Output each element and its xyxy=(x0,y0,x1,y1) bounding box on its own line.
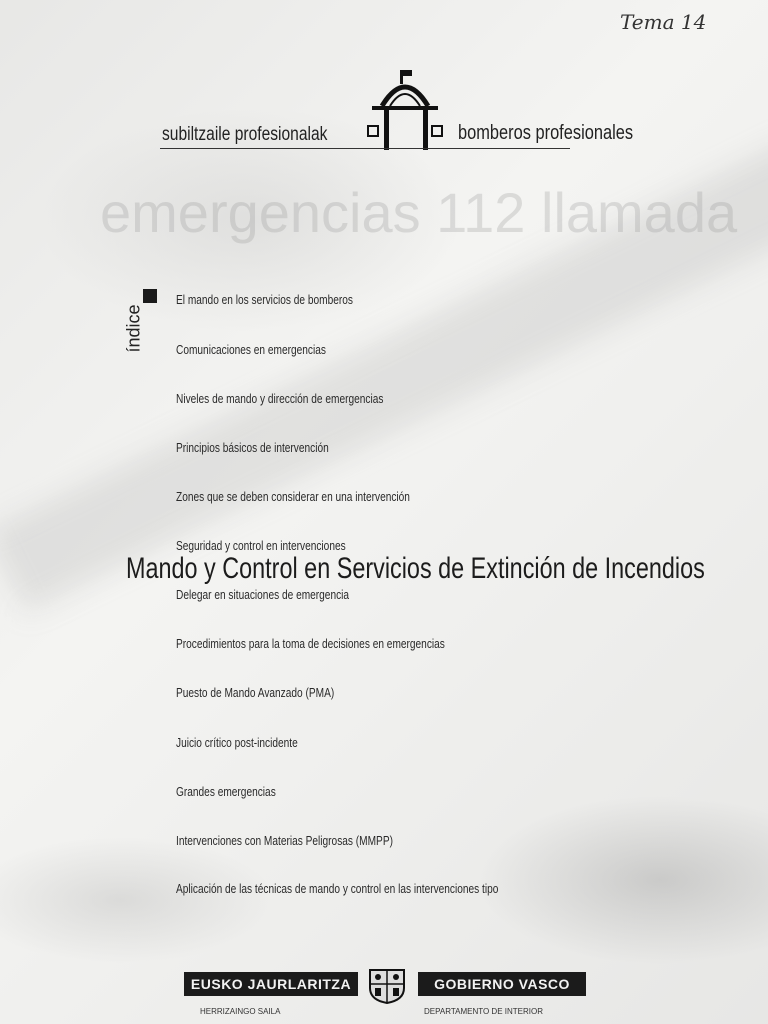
header-underline xyxy=(160,148,570,149)
toc-item: El mando en los servicios de bomberos xyxy=(176,292,353,307)
header xyxy=(160,118,660,158)
toc-item: Intervenciones con Materias Peligrosas (MMPP) xyxy=(176,833,393,848)
document-title: Mando y Control en Servicios de Extinción de Incendios xyxy=(126,552,705,585)
header-spanish-title: bomberos profesionales xyxy=(458,122,634,144)
toc-item: Juicio crítico post-incidente xyxy=(176,735,298,750)
toc-item: Zones que se deben considerar en una intervención xyxy=(176,489,410,504)
toc-item: Niveles de mando y dirección de emergencias xyxy=(176,391,384,406)
footer-spanish-department: DEPARTAMENTO DE INTERIOR xyxy=(424,1007,543,1016)
toc-item: Delegar en situaciones de emergencia xyxy=(176,587,350,602)
toc-item: Grandes emergencias xyxy=(176,784,276,799)
footer-basque-department: HERRIZAINGO SAILA xyxy=(200,1007,281,1016)
background-watermark: emergencias 112 llamada xyxy=(100,181,738,244)
government-footer xyxy=(184,972,586,996)
footer-spanish-government: GOBIERNO VASCO xyxy=(418,972,586,996)
toc-item: Aplicación de las técnicas de mando y control en las intervenciones tipo xyxy=(176,881,499,896)
footer-basque-government: EUSKO JAURLARITZA xyxy=(184,972,358,996)
toc-item: Seguridad y control en intervenciones xyxy=(176,538,346,553)
index-label xyxy=(123,296,158,366)
header-basque-title: subiltzaile profesionalak xyxy=(162,124,328,145)
index-label-text: índice xyxy=(123,304,144,353)
toc-item: Comunicaciones en emergencias xyxy=(176,342,326,357)
toc-item: Principios básicos de intervención xyxy=(176,440,329,455)
toc-item: Puesto de Mando Avanzado (PMA) xyxy=(176,685,335,700)
handwritten-note: Tema 14 xyxy=(620,10,707,34)
toc-item: Procedimientos para la toma de decisiones en emergencias xyxy=(176,636,445,651)
coat-of-arms-icon xyxy=(364,966,410,1004)
